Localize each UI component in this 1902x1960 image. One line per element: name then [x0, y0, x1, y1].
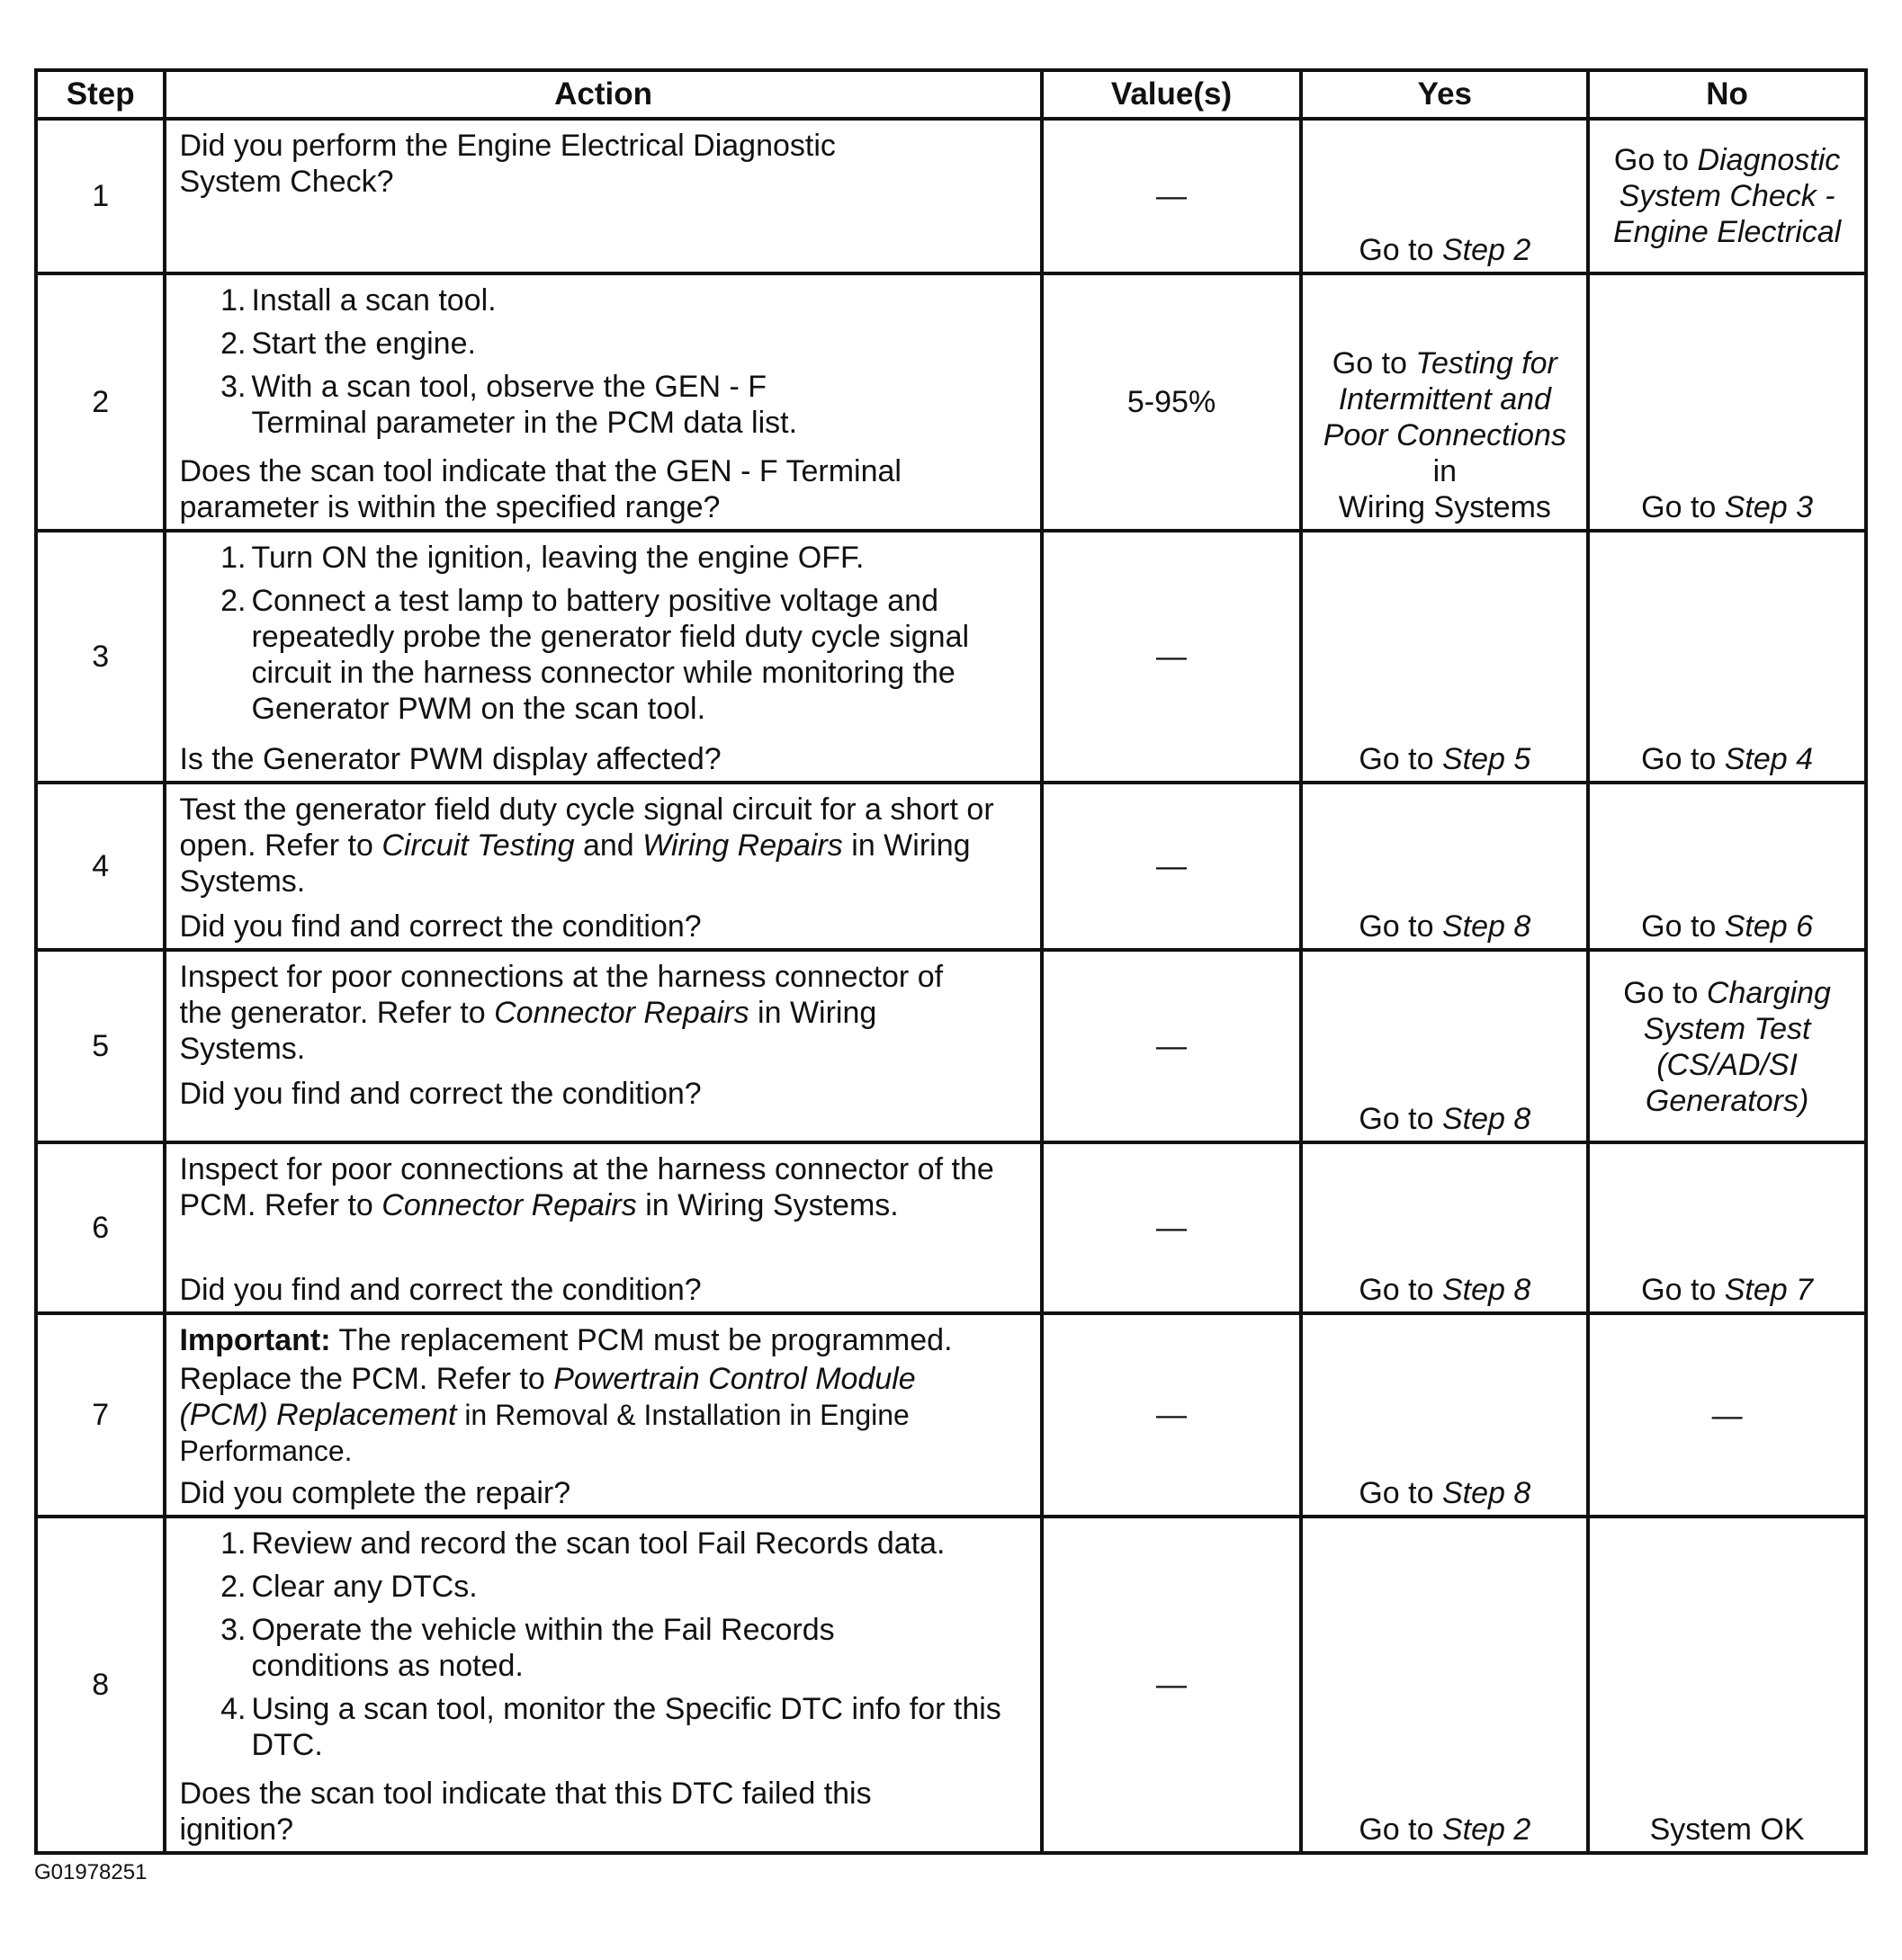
- no-cell: [1586, 121, 1864, 272]
- yes-cell: [1299, 275, 1586, 529]
- table-row: [38, 948, 1864, 1141]
- action-cell: [163, 1315, 1039, 1515]
- action-text: Did you perform the Engine Electrical Diagnostic System Check?: [179, 129, 836, 199]
- yes-link[interactable]: Step 2: [1441, 1812, 1531, 1847]
- action-text: Replace the PCM. Refer to Powertrain Control Module (PCM) Replacement in Removal & Installation in Engine Performance.: [179, 1362, 916, 1467]
- action-cell: [163, 952, 1039, 1141]
- list-item: 1. Install a scan tool.: [220, 283, 497, 318]
- no-prefix: Go to: [1641, 742, 1725, 776]
- reference-link[interactable]: Connector Repairs: [494, 996, 749, 1030]
- no-cell: [1586, 1144, 1864, 1311]
- list-item: 2. Connect a test lamp to battery positive voltage and repeatedly probe the generator field duty cycle signal circuit in the harness connector while monitoring the Generator PWM on the scan tool.: [220, 584, 970, 726]
- no-link[interactable]: Step 3: [1724, 490, 1814, 524]
- action-cell: [163, 275, 1039, 529]
- action-list: [179, 1526, 1030, 1770]
- step-number: 7: [92, 1398, 110, 1432]
- action-list: [179, 282, 1030, 448]
- yes-suffix: Wiring Systems: [1338, 490, 1551, 524]
- no-text: System OK: [1649, 1812, 1805, 1847]
- yes-prefix: Go to: [1359, 1812, 1442, 1847]
- step-number: 2: [92, 385, 110, 419]
- figure-id: G01978251: [34, 1860, 148, 1884]
- header-action: Action: [163, 72, 1039, 117]
- value-cell: 5-95%: [1040, 275, 1300, 529]
- yes-link[interactable]: Step 8: [1441, 1102, 1531, 1136]
- list-item: 1. Turn ON the ignition, leaving the engine OFF.: [220, 541, 865, 575]
- reference-link[interactable]: Powertrain Control Module (PCM) Replacement: [179, 1362, 916, 1432]
- yes-cell: [1299, 952, 1586, 1141]
- no-prefix: Go to: [1641, 909, 1725, 944]
- action-question: Does the scan tool indicate that this DTC failed this ignition?: [179, 1777, 872, 1847]
- no-prefix: Go to: [1613, 143, 1698, 177]
- important-label: Important:: [179, 1323, 331, 1357]
- no-cell: [1586, 533, 1864, 781]
- step-number: 3: [92, 640, 110, 674]
- action-question: Does the scan tool indicate that the GEN - F Terminal parameter is within the specified range?: [179, 454, 902, 524]
- action-question: Is the Generator PWM display affected?: [179, 742, 722, 776]
- action-cell: [163, 533, 1039, 781]
- no-link[interactable]: Step 7: [1724, 1273, 1814, 1307]
- yes-suffix: in: [1432, 454, 1458, 488]
- action-text: Inspect for poor connections at the harness connector of the PCM. Refer to Connector Repairs in Wiring Systems.: [179, 1152, 994, 1222]
- no-prefix: Go to: [1623, 976, 1707, 1010]
- no-cell: [1586, 275, 1864, 529]
- yes-link[interactable]: Testing for Intermittent and Poor Connections: [1323, 346, 1566, 452]
- header-yes: Yes: [1299, 72, 1586, 117]
- action-cell: [163, 1518, 1039, 1851]
- reference-link[interactable]: Circuit Testing: [381, 828, 575, 863]
- header-values: Value(s): [1040, 72, 1300, 117]
- yes-prefix: Go to: [1359, 1102, 1442, 1136]
- table-row: [38, 1515, 1864, 1851]
- diagnostic-table: [34, 68, 1868, 1855]
- no-link[interactable]: Step 4: [1724, 742, 1814, 776]
- step-number: 6: [92, 1211, 110, 1245]
- yes-prefix: Go to: [1359, 1273, 1442, 1307]
- no-cell: —: [1586, 1315, 1864, 1515]
- action-cell: [163, 121, 1039, 272]
- yes-prefix: Go to: [1359, 742, 1442, 776]
- reference-link[interactable]: Wiring Repairs: [642, 828, 843, 863]
- yes-cell: [1299, 1518, 1586, 1851]
- action-cell: [163, 784, 1039, 948]
- yes-cell: [1299, 533, 1586, 781]
- action-text: Inspect for poor connections at the harness connector of the generator. Refer to Connector Repairs in Wiring Systems.: [179, 960, 944, 1066]
- action-list: [179, 540, 1030, 734]
- yes-prefix: Go to: [1359, 233, 1442, 267]
- table-header-row: [38, 72, 1864, 117]
- table-row: [38, 1311, 1864, 1515]
- value-cell: —: [1040, 121, 1300, 272]
- yes-link[interactable]: Step 5: [1441, 742, 1531, 776]
- yes-link[interactable]: Step 8: [1441, 909, 1531, 944]
- yes-prefix: Go to: [1359, 909, 1442, 944]
- action-question: Did you complete the repair?: [179, 1476, 571, 1510]
- table-row: [38, 1141, 1864, 1311]
- no-cell: [1586, 1518, 1864, 1851]
- action-cell: [163, 1144, 1039, 1311]
- header-step: Step: [66, 76, 135, 112]
- yes-link[interactable]: Step 2: [1441, 233, 1531, 267]
- table-row: [38, 117, 1864, 272]
- header-no: No: [1586, 72, 1864, 117]
- no-link[interactable]: Charging System Test (CS/AD/SI Generators): [1643, 976, 1831, 1118]
- list-item: 2. Start the engine.: [220, 327, 476, 361]
- yes-prefix: Go to: [1359, 1476, 1442, 1510]
- reference-link[interactable]: Connector Repairs: [381, 1188, 637, 1222]
- yes-cell: [1299, 784, 1586, 948]
- no-prefix: Go to: [1641, 490, 1725, 524]
- no-link[interactable]: Step 6: [1724, 909, 1814, 944]
- table-row: [38, 781, 1864, 948]
- action-question: Did you find and correct the condition?: [179, 1273, 702, 1307]
- step-number: 8: [92, 1668, 110, 1702]
- value-cell: —: [1040, 784, 1300, 948]
- list-item: 4. Using a scan tool, monitor the Specific DTC info for this DTC.: [220, 1692, 1001, 1762]
- value-cell: —: [1040, 952, 1300, 1141]
- yes-link[interactable]: Step 8: [1441, 1476, 1531, 1510]
- yes-prefix: Go to: [1332, 346, 1416, 380]
- action-question: Did you find and correct the condition?: [179, 909, 702, 944]
- list-item: 1. Review and record the scan tool Fail Records data.: [220, 1526, 946, 1561]
- list-item: 3. With a scan tool, observe the GEN - F Terminal parameter in the PCM data list.: [220, 370, 798, 440]
- table-row: [38, 529, 1864, 781]
- value-cell: —: [1040, 1144, 1300, 1311]
- step-number: 1: [92, 179, 110, 213]
- action-text: Test the generator field duty cycle signal circuit for a short or open. Refer to Circuit Testing and Wiring Repairs in Wiring Systems.: [179, 792, 994, 899]
- list-item: 3. Operate the vehicle within the Fail Records conditions as noted.: [220, 1613, 835, 1683]
- no-cell: [1586, 784, 1864, 948]
- value-cell: —: [1040, 1518, 1300, 1851]
- step-number: 4: [92, 849, 110, 883]
- no-link[interactable]: Diagnostic System Check - Engine Electrical: [1612, 143, 1842, 249]
- value-cell: —: [1040, 533, 1300, 781]
- no-prefix: Go to: [1641, 1273, 1725, 1307]
- list-item: 2. Clear any DTCs.: [220, 1570, 478, 1604]
- table-row: [38, 272, 1864, 529]
- yes-cell: [1299, 121, 1586, 272]
- important-note: Important: The replacement PCM must be programmed.: [179, 1323, 953, 1357]
- no-cell: [1586, 952, 1864, 1141]
- action-question: Did you find and correct the condition?: [179, 1077, 702, 1111]
- step-number: 5: [92, 1029, 110, 1063]
- yes-cell: [1299, 1315, 1586, 1515]
- yes-link[interactable]: Step 8: [1441, 1273, 1531, 1307]
- yes-cell: [1299, 1144, 1586, 1311]
- value-cell: —: [1040, 1315, 1300, 1515]
